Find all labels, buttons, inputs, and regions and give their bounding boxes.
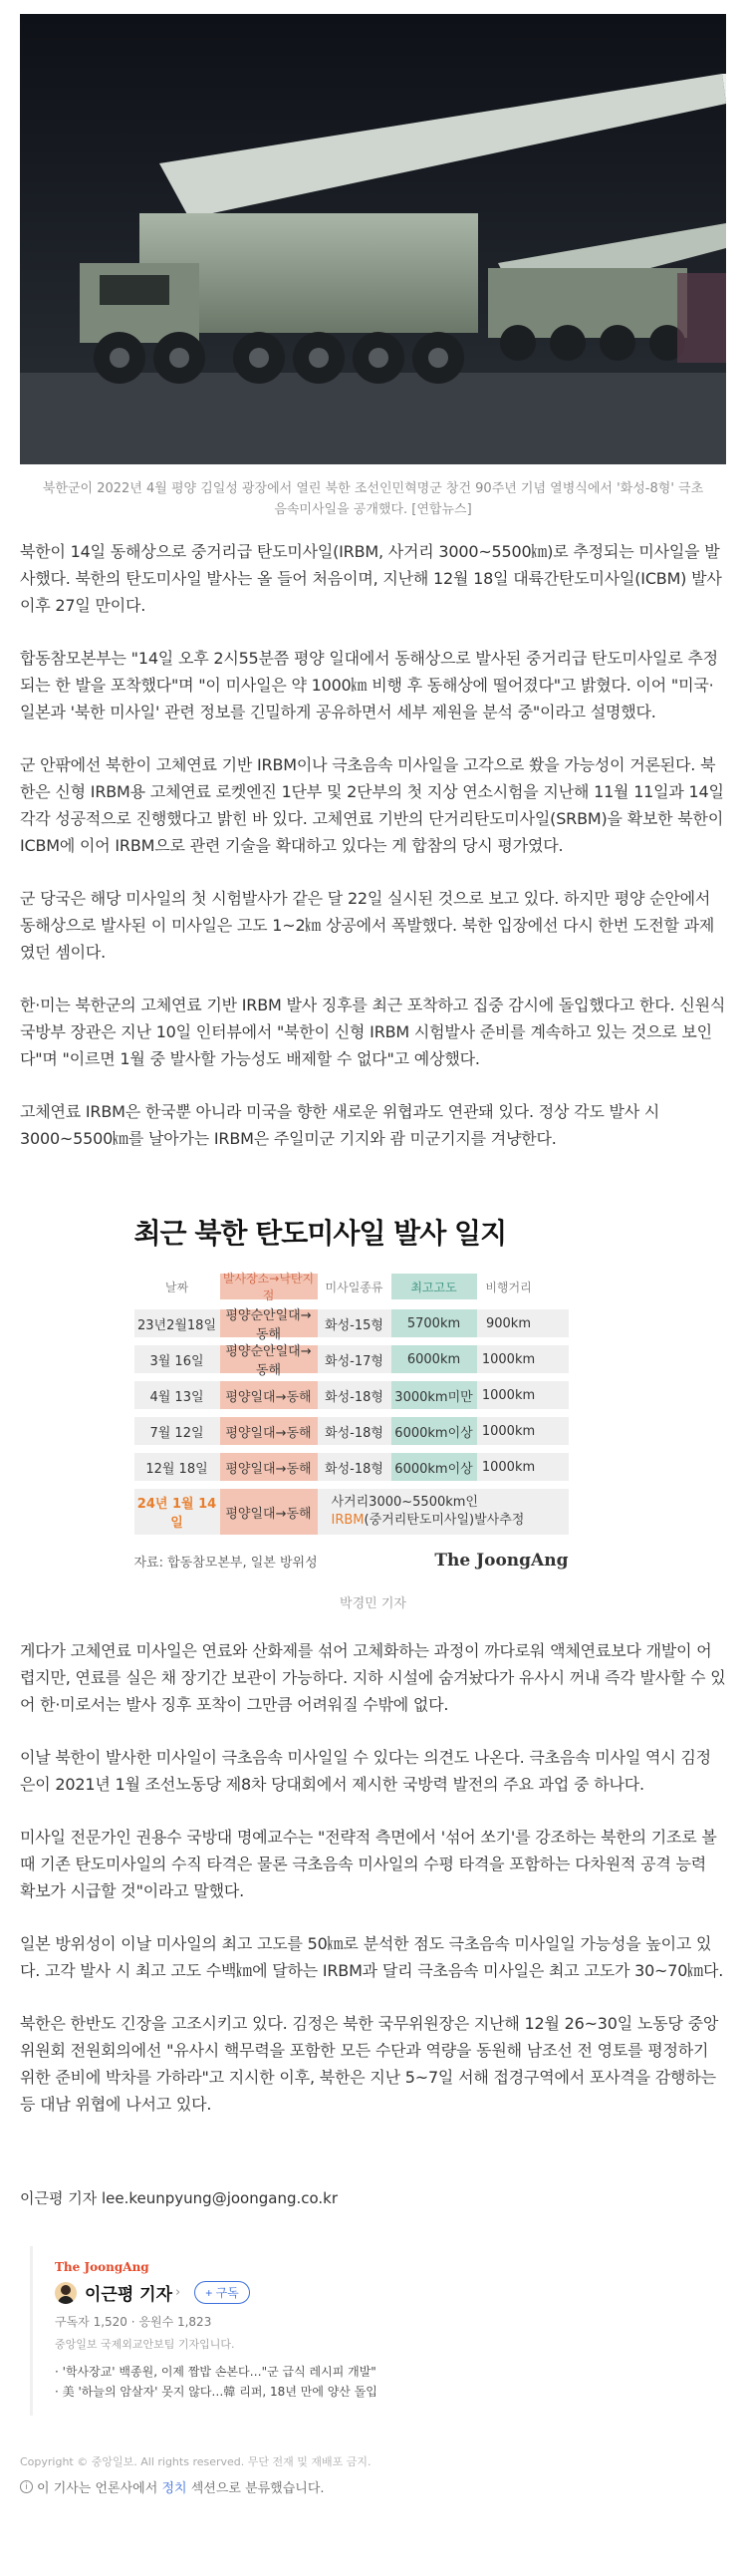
note-irbm: IRBM [331, 1513, 365, 1528]
launch-table [134, 1274, 569, 1535]
cell-range: 900km [485, 1315, 531, 1331]
chevron-right-icon[interactable]: › [175, 2285, 181, 2300]
cell-date: 12월 18일 [145, 1461, 208, 1477]
byline: 이근평 기자 lee.keunpyung@joongang.co.kr [20, 2189, 339, 2207]
cell-type: 화성-18형 [325, 1461, 383, 1477]
cell-range: 1000km [481, 1351, 536, 1367]
info-icon: i [20, 2480, 33, 2493]
related-articles [55, 2362, 710, 2402]
note-line2: (중거리탄도미사일)발사추정 [364, 1513, 525, 1528]
graphic-credit: 박경민 기자 [340, 1596, 406, 1611]
article [0, 14, 746, 2496]
cell-range: 1000km [481, 1459, 536, 1475]
related-article-link[interactable]: · 美 '하늘의 암살자' 못지 않다…韓 리퍼, 18년 만에 양산 돌입 [55, 2385, 377, 2399]
cell-date: 7월 12일 [149, 1425, 204, 1441]
table-row [134, 1453, 569, 1481]
missile-parade-image [20, 14, 726, 464]
cell-route: 평양일대→동해 [220, 1381, 318, 1409]
header-route: 발사장소→낙탄지점 [220, 1274, 318, 1299]
infographic-title: 최근 북한 탄도미사일 발사 일지 [133, 1217, 507, 1250]
table-row [134, 1344, 569, 1378]
note-line1: 사거리3000~5500km인 [331, 1495, 478, 1510]
cell-date: 3월 16일 [149, 1353, 204, 1369]
header-altitude: 최고고도 [391, 1274, 477, 1299]
article-paragraph: 군 당국은 해당 미사일의 첫 시험발사가 같은 달 22일 실시된 것으로 보고 있다. 하지만 평양 순안에서 동해상으로 발사된 이 미사일은 고도 1~2㎞ 상공에서 폭발했다. 북한 입장에선 다시 한번 도전할 과제였던 셈이다. [20, 889, 715, 962]
cell-altitude: 5700km [391, 1309, 477, 1337]
section-link[interactable]: 정치 [161, 2481, 187, 2496]
infographic-source: 자료: 합동참모본부, 일본 방위성 [133, 1555, 318, 1571]
cell-route: 평양일대→동해 [220, 1417, 318, 1445]
section-notice [20, 2477, 726, 2496]
article-paragraph: 한·미는 북한군의 고체연료 기반 IRBM 발사 징후를 최근 포착하고 집중 감시에 돌입했다고 한다. 신원식 국방부 장관은 지난 10일 인터뷰에서 "북한이 신형 IRBM 시험발사 준비를 계속하고 있는 것으로 보인다"며 "이르면 1월 중 발사할 가능성도 배제할 수 없다"고 예상했다. [20, 996, 726, 1068]
reporter-stats: 구독자 1,520 · 응원수 1,823 [55, 2315, 212, 2329]
cell-altitude: 6000km이상 [391, 1453, 477, 1481]
reporter-name-link[interactable]: 이근평 기자 [85, 2285, 173, 2305]
copyright: Copyright © 중앙일보. All rights reserved. 무단 전재 및 재배포 금지. [20, 2455, 372, 2468]
article-paragraph: 북한이 14일 동해상으로 중거리급 탄도미사일(IRBM, 사거리 3000~5500㎞)로 추정되는 미사일을 발사했다. 북한의 탄도미사일 발사는 올 들어 처음이며, 지난해 12월 18일 대륙간탄도미사일(ICBM) 발사 이후 27일 만이다. [20, 542, 722, 615]
cell-date: 23년2월18일 [136, 1317, 217, 1333]
joongang-logo: The JoongAng [434, 1551, 569, 1571]
photo-caption: 북한군이 2022년 4월 평양 김일성 광장에서 열린 북한 조선인민혁명군 창건 90주년 기념 열병식에서 '화성-8형' 극초음속미사일을 공개했다. [연합뉴스] [42, 481, 704, 517]
article-paragraph: 북한은 한반도 긴장을 고조시키고 있다. 김정은 북한 국무위원장은 지난해 12월 26~30일 노동당 중앙위원회 전원회의에선 "유사시 핵무력을 포함한 모든 수단과 역량을 동원해 남조선 전 영토를 평정하기 위한 준비에 박차를 가하라"고 지시한 이후, 북한은 지난 5~7일 서해 접경구역에서 포사격을 감행하는 등 대남 위협에 나서고 있다. [20, 2014, 719, 2114]
article-paragraph: 게다가 고체연료 미사일은 연료와 산화제를 섞어 고체화하는 과정이 까다로워 액체연료보다 개발이 어렵지만, 연료를 실은 채 장기간 보관이 가능하다. 지하 시설에 숨겨놨다가 유사시 꺼내 즉각 발사할 수 있어 한·미로서는 발사 징후 포착이 그만큼 어려워질 수밖에 없다. [20, 1641, 726, 1714]
cell-type: 화성-15형 [325, 1317, 383, 1333]
avatar[interactable] [55, 2282, 77, 2304]
table-header-row [134, 1272, 569, 1302]
cell-route: 평양일대→동해 [220, 1489, 318, 1535]
header-range: 비행거리 [485, 1280, 532, 1294]
cell-note [318, 1494, 525, 1530]
section-suffix: 섹션으로 분류했습니다. [190, 2481, 325, 2496]
hero-photo [20, 14, 726, 464]
article-paragraph: 군 안팎에선 북한이 고체연료 기반 IRBM이나 극초음속 미사일을 고각으로 쐈을 가능성이 거론된다. 북한은 신형 IRBM용 고체연료 로켓엔진 1단부 및 2단부의 첫 지상 연소시험을 지난해 11월 11일과 14일 각각 성공적으로 진행했다고 밝힌 바 있다. 고체연료 기반의 단거리탄도미사일(SRBM)을 확보한 북한이 ICBM에 이어 IRBM으로 관련 기술을 확대하고 있다는 게 합참의 당시 평가였다. [20, 755, 724, 855]
table-row [134, 1381, 569, 1409]
article-paragraph: 합동참모본부는 "14일 오후 2시55분쯤 평양 일대에서 동해상으로 발사된 중거리급 탄도미사일로 추정되는 한 발을 포착했다"며 "이 미사일은 약 1000㎞ 비행 후 동해상에 떨어졌다"고 밝혔다. 이어 "미국·일본과 '북한 미사일' 관련 정보를 긴밀하게 공유하면서 세부 제원을 분석 중"이라고 설명했다. [20, 649, 718, 721]
article-paragraph: 일본 방위성이 이날 미사일의 최고 고도를 50㎞로 분석한 점도 극초음속 미사일일 가능성을 높이고 있다. 고각 발사 시 최고 고도 수백㎞에 달하는 IRBM과 달리 극초음속 미사일은 최고 고도가 30~70㎞다. [20, 1934, 724, 1980]
section-prefix: 이 기사는 언론사에서 [37, 2481, 158, 2496]
table-row [134, 1417, 569, 1445]
cell-date: 4월 13일 [149, 1389, 204, 1405]
table-row [134, 1308, 569, 1342]
infographic-footer [134, 1551, 569, 1571]
cell-altitude: 6000km [391, 1345, 477, 1373]
reporter-dept: 중앙일보 국제외교안보팀 기자입니다. [55, 2338, 235, 2351]
cell-range: 1000km [481, 1387, 536, 1403]
cell-date: 24년 1월 14일 [136, 1497, 217, 1531]
cell-route: 평양순안일대→동해 [220, 1345, 318, 1373]
cell-route: 평양일대→동해 [220, 1453, 318, 1481]
article-paragraph: 이날 북한이 발사한 미사일이 극초음속 미사일일 수 있다는 의견도 나온다. 극초음속 미사일 역시 김정은이 2021년 1월 조선노동당 제8차 당대회에서 제시한 국방력 발전의 주요 과업 중 하나다. [20, 1748, 711, 1794]
cell-altitude: 6000km이상 [391, 1417, 477, 1445]
header-date: 날짜 [164, 1280, 189, 1294]
infographic [134, 1212, 613, 1571]
header-type: 미사일종류 [325, 1280, 383, 1294]
article-paragraph: 미사일 전문가인 권용수 국방대 명예교수는 "전략적 측면에서 '섞어 쏘기'를 강조하는 북한의 기조로 볼 때 기존 탄도미사일의 수직 타격은 물론 극초음속 미사일의 수평 타격을 포함하는 다차원적 공격 능력 확보가 시급할 것"이라고 말했다. [20, 1828, 717, 1900]
article-paragraph: 고체연료 IRBM은 한국뿐 아니라 미국을 향한 새로운 위협과도 연관돼 있다. 정상 각도 발사 시 3000~5500㎞를 날아가는 IRBM은 주일미군 기지와 괌 미군기지를 겨냥한다. [20, 1102, 660, 1148]
table-row-latest [134, 1489, 569, 1535]
cell-type: 화성-18형 [325, 1425, 383, 1441]
cell-route: 평양순안일대→동해 [220, 1309, 318, 1337]
cell-type: 화성-18형 [325, 1389, 383, 1405]
reporter-card-brand: The JoongAng [55, 2260, 149, 2274]
cell-range: 1000km [481, 1423, 536, 1439]
related-article-link[interactable]: · '학사장교' 백종원, 이제 짬밥 손본다…"군 급식 레시피 개발" [55, 2365, 376, 2379]
subscribe-button[interactable]: + 구독 [194, 2281, 250, 2304]
cell-type: 화성-17형 [325, 1353, 383, 1369]
cell-altitude: 3000km미만 [391, 1381, 477, 1409]
reporter-card [30, 2246, 726, 2416]
